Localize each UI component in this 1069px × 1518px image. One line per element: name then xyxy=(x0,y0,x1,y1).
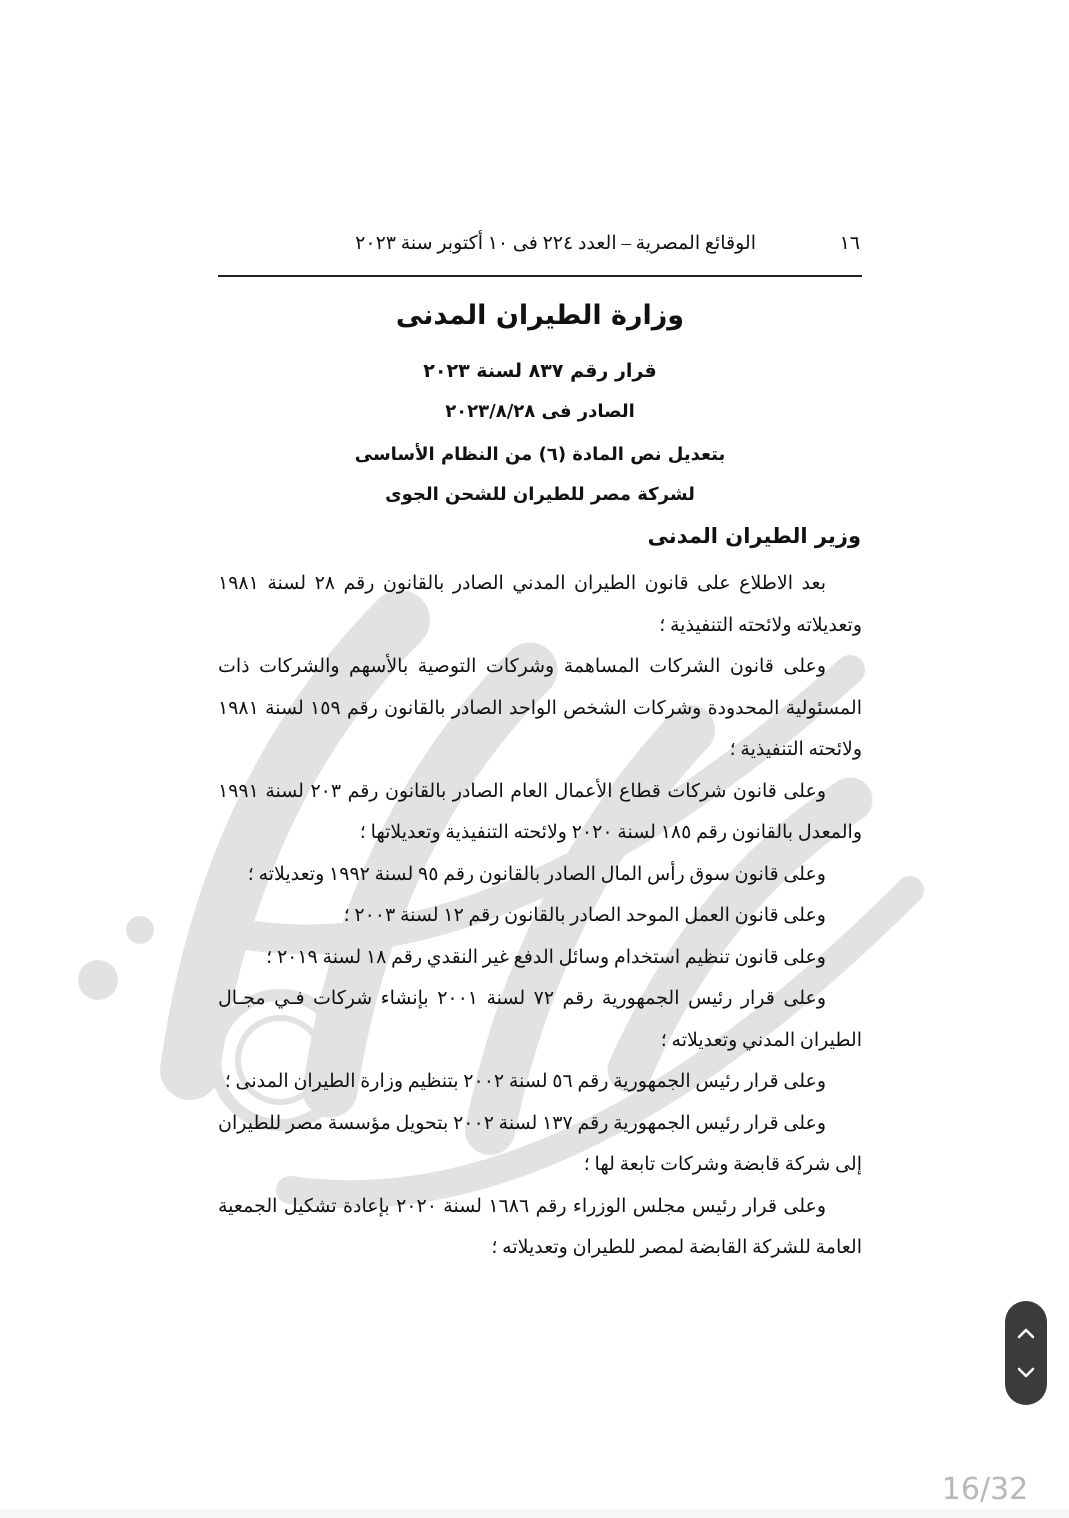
clause-1: بعد الاطلاع على قانون الطيران المدني الصادر بالقانون رقم ٢٨ لسنة ١٩٨١ وتعديلاته ولائحته التنفيذية ؛ xyxy=(218,573,862,636)
minister-heading: وزير الطيران المدنى xyxy=(647,524,861,548)
page-navigation xyxy=(1005,1301,1047,1405)
page-counter: 16/32 xyxy=(941,1472,1029,1507)
decree-body xyxy=(218,563,862,1269)
chevron-up-icon xyxy=(1016,1326,1036,1340)
chevron-down-icon xyxy=(1016,1366,1036,1380)
header-divider xyxy=(218,275,862,277)
previous-page-button[interactable] xyxy=(1005,1313,1047,1353)
decree-subject-line-2: لشركة مصر للطيران للشحن الجوى xyxy=(385,484,695,505)
issue-date: الصادر فى ٢٠٢٣/٨/٢٨ xyxy=(445,401,635,422)
clause-4: وعلى قانون سوق رأس المال الصادر بالقانون رقم ٩٥ لسنة ١٩٩٢ وتعديلاته ؛ xyxy=(247,863,826,885)
clause-3: وعلى قانون شركات قطاع الأعمال العام الصادر بالقانون رقم ٢٠٣ لسنة ١٩٩١ والمعدل بالقانون رقم ١٨٥ لسنة ٢٠٢٠ ولائحته التنفيذية وتعديلاتها ؛ xyxy=(218,780,862,843)
clause-8: وعلى قرار رئيس الجمهورية رقم ٥٦ لسنة ٢٠٠٢ بتنظيم وزارة الطيران المدنى ؛ xyxy=(224,1071,826,1092)
page-number: ١٦ xyxy=(839,233,860,254)
clause-6: وعلى قانون تنظيم استخدام وسائل الدفع غير النقدي رقم ١٨ لسنة ٢٠١٩ ؛ xyxy=(266,946,826,968)
decree-subject-line-1: بتعديل نص المادة (٦) من النظام الأساسى xyxy=(354,444,726,465)
next-page-button[interactable] xyxy=(1005,1353,1047,1393)
ministry-title: وزارة الطيران المدنى xyxy=(395,300,685,331)
gazette-title: الوقائع المصرية – العدد ٢٢٤ فى ١٠ أكتوبر سنة ٢٠٢٣ xyxy=(355,233,756,254)
clause-10: وعلى قرار رئيس مجلس الوزراء رقم ١٦٨٦ لسنة ٢٠٢٠ بإعادة تشكيل الجمعية العامة للشركة القابضة لمصر للطيران وتعديلاته ؛ xyxy=(218,1195,862,1258)
decree-number: قرار رقم ٨٣٧ لسنة ٢٠٢٣ xyxy=(423,360,657,382)
clause-2: وعلى قانون الشركات المساهمة وشركات التوصية بالأسهم والشركات ذات المسئولية المحدودة وشركات الشخص الواحد الصادر بالقانون رقم ١٥٩ لسنة ١٩٨١ ولائحته التنفيذية ؛ xyxy=(218,656,862,760)
clause-9: وعلى قرار رئيس الجمهورية رقم ١٣٧ لسنة ٢٠٠٢ بتحويل مؤسسة مصر للطيران إلى شركة قابضة وشركات تابعة لها ؛ xyxy=(218,1112,862,1175)
page-header xyxy=(218,228,860,264)
clause-7: وعلى قرار رئيس الجمهورية رقم ٧٢ لسنة ٢٠٠١ بإنشاء شركات فـي مجـال الطيران المدني وتعديلاته ؛ xyxy=(218,988,862,1051)
clause-5: وعلى قانون العمل الموحد الصادر بالقانون رقم ١٢ لسنة ٢٠٠٣ ؛ xyxy=(343,905,826,926)
